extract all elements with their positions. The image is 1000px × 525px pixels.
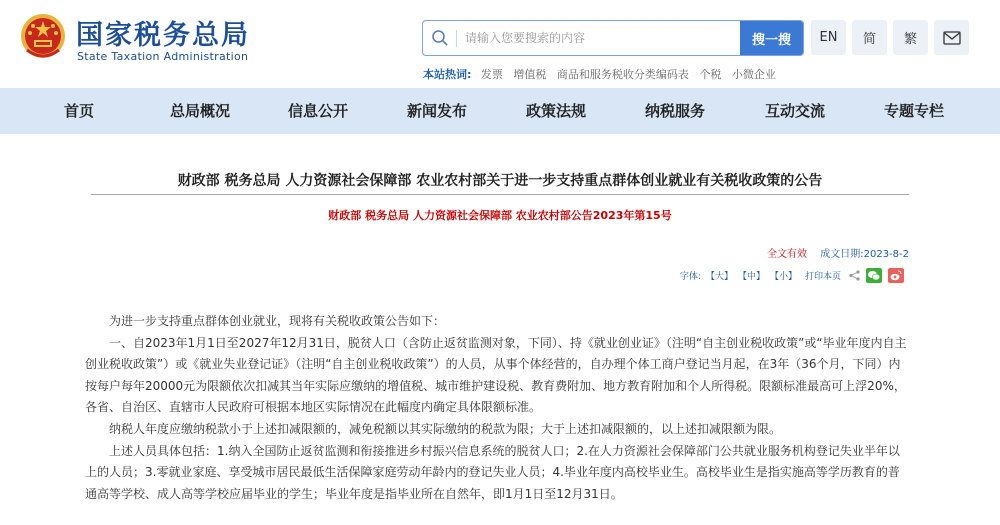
- font-size-label: 字体:: [679, 271, 701, 282]
- publish-date: 成文日期:2023-8-2: [820, 249, 909, 260]
- font-small-button[interactable]: 【小】: [769, 271, 797, 282]
- article-tools: [680, 267, 904, 283]
- mail-button[interactable]: [934, 20, 969, 55]
- search-icon: [431, 29, 449, 47]
- article-body: [85, 311, 911, 505]
- search-input[interactable]: [465, 27, 735, 49]
- site-logo-subtitle: State Taxation Administration: [77, 50, 249, 63]
- nav-item-home[interactable]: 首页: [64, 102, 95, 120]
- site-logo-title[interactable]: 国家税务总局: [76, 20, 250, 51]
- language-simplified-button[interactable]: 简: [852, 20, 887, 55]
- nav-item-policy[interactable]: 政策法规: [526, 102, 587, 120]
- language-traditional-button[interactable]: 繁: [893, 20, 928, 55]
- wechat-icon[interactable]: [866, 268, 882, 283]
- article-meta: [767, 245, 909, 260]
- print-button[interactable]: 打印本页: [804, 271, 841, 282]
- nav-item-overview[interactable]: 总局概况: [170, 102, 231, 120]
- search-box: [422, 20, 804, 56]
- site-header: [0, 0, 1000, 88]
- hot-words-label: 本站热词:: [423, 68, 472, 81]
- search-divider: [456, 30, 457, 47]
- article-paragraph: 上述人员具体包括：1.纳入全国防止返贫监测和衔接推进乡村振兴信息系统的脱贫人口；2.在人力资源社会保障部门公共就业服务机构登记失业半年以上的人员；3.零就业家庭、享受城市居民最低生活保障家庭劳动年龄内的登记失业人员；4.毕业年度内高校毕业生。高校毕业生是指实施高等学历教育的普通高等学校、成人高等学校应届毕业的学生；毕业年度是指毕业所在自然年，即1月1日至12月31日。: [85, 443, 900, 501]
- share-icon[interactable]: [849, 270, 860, 281]
- hot-word-link[interactable]: 个税: [699, 68, 722, 81]
- nav-item-tax-service[interactable]: 纳税服务: [645, 102, 706, 120]
- validity-status: 全文有效: [767, 249, 808, 260]
- mail-icon: [943, 31, 961, 45]
- document-number: 财政部 税务总局 人力资源社会保障部 农业农村部公告2023年第15号: [328, 209, 672, 222]
- weibo-icon[interactable]: [888, 268, 904, 283]
- nav-item-interaction[interactable]: 互动交流: [765, 102, 826, 120]
- title-divider: [91, 194, 909, 195]
- article-title: 财政部 税务总局 人力资源社会保障部 农业农村部关于进一步支持重点群体创业就业有关税收政策的公告: [177, 173, 823, 189]
- hot-words: [423, 66, 783, 82]
- search-button[interactable]: 搜一搜: [740, 21, 803, 55]
- main-nav: [0, 88, 1000, 134]
- hot-word-link[interactable]: 商品和服务税收分类编码表: [556, 68, 689, 81]
- hot-word-link[interactable]: 发票: [480, 68, 503, 81]
- nav-item-news[interactable]: 新闻发布: [407, 102, 468, 120]
- hot-word-link[interactable]: 增值税: [513, 68, 547, 81]
- language-english-button[interactable]: EN: [811, 20, 846, 55]
- article-paragraph: 一、自2023年1月1日至2027年12月31日，脱贫人口（含防止返贫监测对象，下同）、持《就业创业证》（注明“自主创业税收政策”或“毕业年度内自主创业税收政策”）或《就业失业登记证》（注明“自主创业税收政策”）的人员，从事个体经营的，自办理个体工商户登记当月起，在3年（36个月，下同）内按每户每年20000元为限额依次扣减其当年实际应缴纳的增值税、城市维护建设税、教育费附加、地方教育附加和个人所得税。限额标准最高可上浮20%，各省、自治区、直辖市人民政府可根据本地区实际情况在此幅度内确定具体限额标准。: [85, 335, 907, 415]
- national-emblem-icon: [19, 12, 67, 62]
- font-large-button[interactable]: 【大】: [705, 271, 733, 282]
- font-medium-button[interactable]: 【中】: [737, 271, 765, 282]
- article-paragraph: 为进一步支持重点群体创业就业，现将有关税收政策公告如下：: [109, 314, 446, 328]
- article-paragraph: 纳税人年度应缴纳税款小于上述扣减限额的，减免税额以其实际缴纳的税款为限；大于上述扣减限额的，以上述扣减限额为限。: [109, 421, 782, 436]
- hot-word-link[interactable]: 小微企业: [731, 68, 776, 81]
- nav-item-special-topics[interactable]: 专题专栏: [884, 102, 945, 120]
- nav-item-info-disclosure[interactable]: 信息公开: [288, 102, 349, 120]
